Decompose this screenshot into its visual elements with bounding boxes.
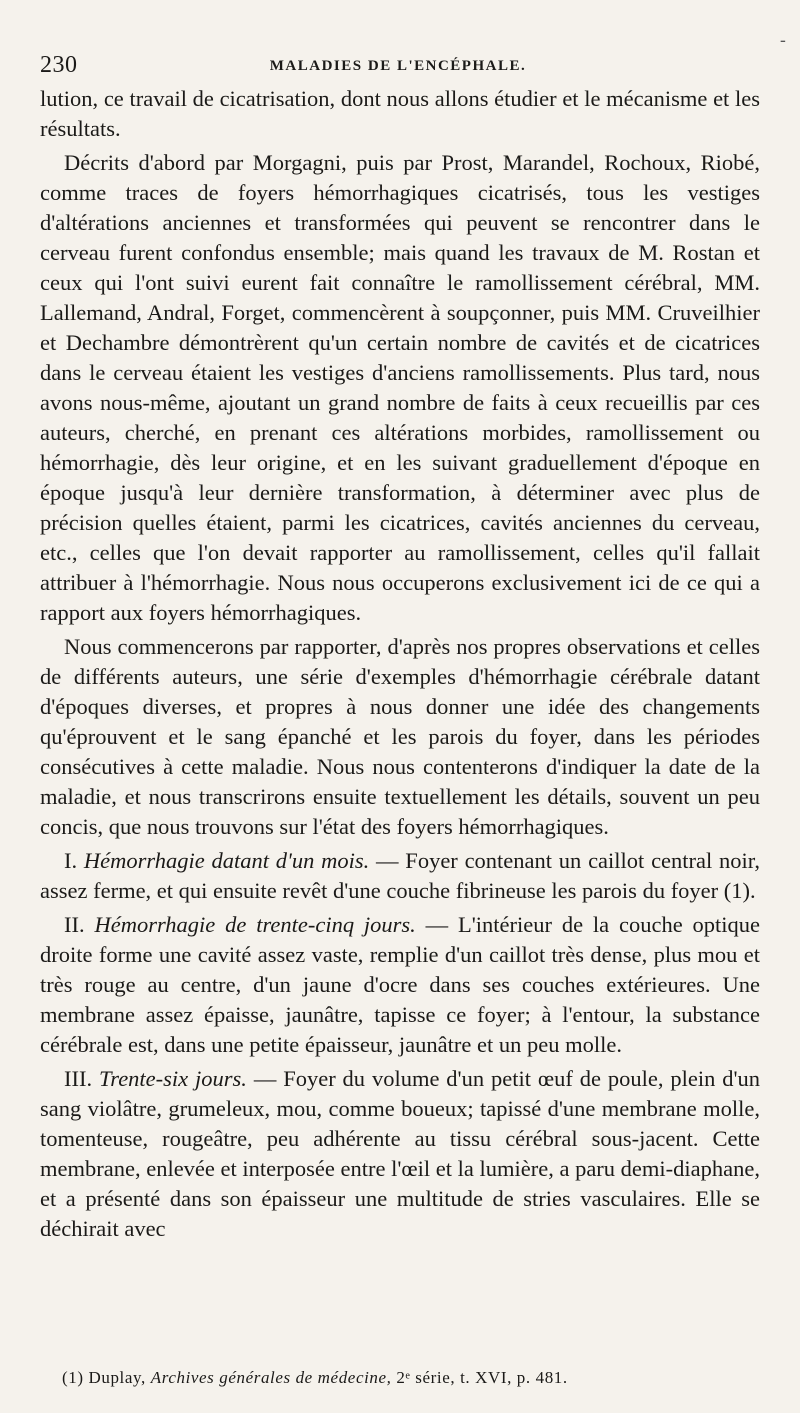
- case-title: Hémorrhagie datant d'un mois.: [83, 848, 370, 873]
- body-text: [40, 84, 760, 1248]
- running-head: MALADIES DE L'ENCÉPHALE.: [269, 58, 527, 74]
- corner-mark: -: [779, 30, 786, 51]
- case-text: — Foyer contenant un caillot central noir, assez ferme, et qui ensuite revêt d'une couche fibrineuse les parois du foyer (1).: [40, 848, 761, 903]
- paragraph-history: Décrits d'abord par Morgagni, puis par Prost, Marandel, Rochoux, Riobé, comme traces de foyers hémorrhagiques cicatrisés, tous les vestiges d'altérations anciennes et transformées qui peuvent se rencontrer dans le cerveau furent confondus ensemble; mais quand les travaux de M. Rostan et ceux qui l'ont suivi eurent fait connaître le ramollissement cérébral, MM. Lallemand, Andral, Forget, commencèrent à soupçonner, puis MM. Cruveilhier et Dechambre démontrèrent qu'un certain nombre de cavités et de cicatrices dans le cerveau étaient les vestiges d'anciens ramollissements. Plus tard, nous avons nous-même, ajoutant un grand nombre de faits à ceux recueillis par ces auteurs, cherché, en prenant ces altérations morbides, ramollissement ou hémorrhagie, dès leur origine, et en les suivant graduellement d'époque en époque jusqu'à leur dernière transformation, à déterminer avec plus de précision quelles étaient, parmi les cicatrices, cavités anciennes du cerveau, etc., celles que l'on devait rapporter au ramollissement, celles qu'il fallait attribuer à l'hémorrhagie. Nous nous occuperons exclusivement ici de ce qui a rapport aux foyers hémorrhagiques.: [40, 150, 760, 625]
- footnote-journal: Archives générales de médecine,: [150, 1368, 392, 1387]
- case-title: Trente-six jours.: [99, 1066, 247, 1091]
- case-2: [40, 910, 760, 1060]
- footnote-author: Duplay,: [88, 1368, 146, 1387]
- case-text: — L'intérieur de la couche optique droite forme une cavité assez vaste, remplie d'un caillot très dense, plus mou et très rouge au centre, d'un jaune d'ocre dans ses couches extérieures. Une membrane assez épaisse, jaunâtre, tapisse ce foyer; à l'entour, la substance cérébrale est, dans une petite épaisseur, jaunâtre et un peu molle.: [40, 912, 761, 1057]
- case-number: III.: [64, 1066, 93, 1091]
- case-1: [40, 846, 760, 906]
- case-number: I.: [64, 848, 78, 873]
- case-title: Hémorrhagie de trente-cinq jours.: [94, 912, 416, 937]
- footnote-ref: 2ᵉ série, t. XVI, p. 481.: [396, 1368, 568, 1387]
- page-number: 230: [40, 52, 78, 78]
- footnote: [62, 1368, 762, 1388]
- paragraph-continuation: lution, ce travail de cicatrisation, dont nous allons étudier et le mécanisme et les résultats.: [40, 86, 760, 141]
- footnote-marker: (1): [62, 1368, 84, 1387]
- case-3: [40, 1064, 760, 1244]
- case-text: — Foyer du volume d'un petit œuf de poule, plein d'un sang violâtre, grumeleux, mou, comme boueux; tapissé d'une membrane molle, tomenteuse, rougeâtre, peu adhérente au tissu cérébral sous-jacent. Cette membrane, enlevée et interposée entre l'œil et la lumière, a paru demi-diaphane, et a présenté dans son épaisseur une multitude de stries vasculaires. Elle se déchirait avec: [40, 1066, 761, 1241]
- case-number: II.: [64, 912, 85, 937]
- paragraph-method: Nous commencerons par rapporter, d'après nos propres observations et celles de différents auteurs, une série d'exemples d'hémorrhagie cérébrale datant d'époques diverses, et propres à nous donner une idée des changements qu'éprouvent et le sang épanché et les parois du foyer, dans les périodes consécutives à cette maladie. Nous nous contenterons d'indiquer la date de la maladie, et nous transcrirons ensuite textuellement les détails, souvent un peu concis, que nous trouvons sur l'état des foyers hémorrhagiques.: [40, 634, 760, 839]
- page-header: [40, 52, 756, 84]
